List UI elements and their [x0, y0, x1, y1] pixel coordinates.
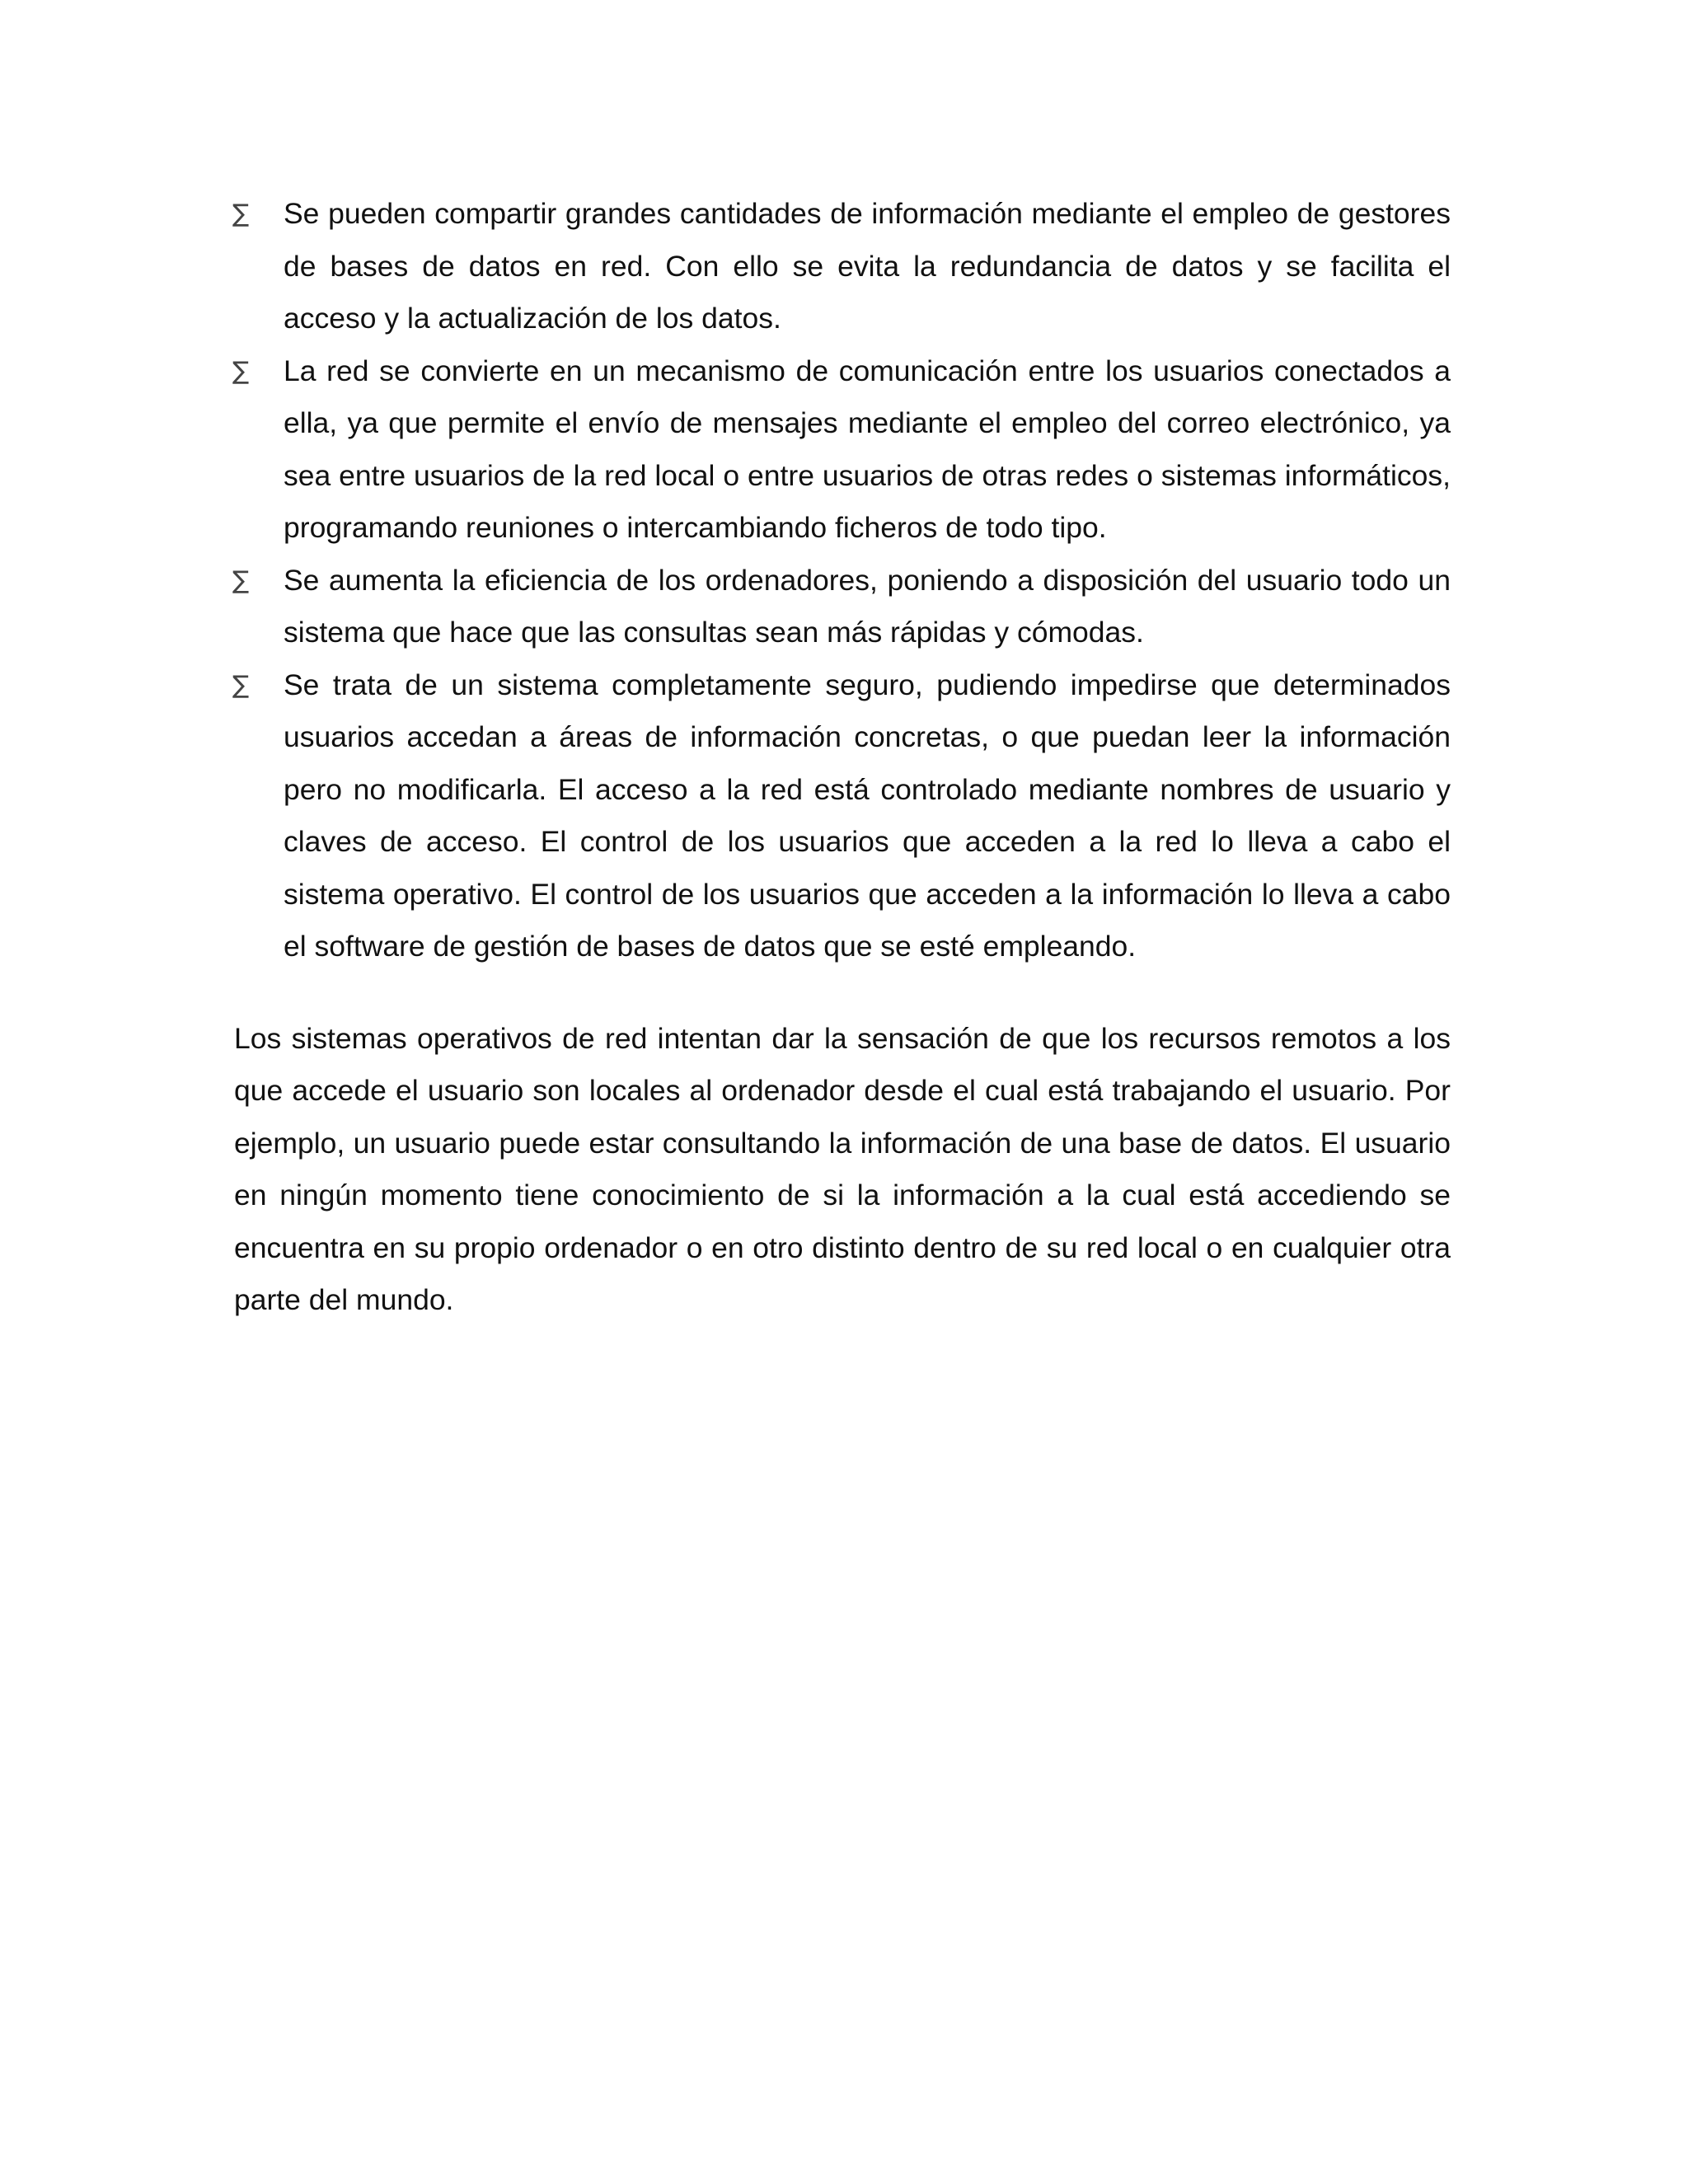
- list-item: [234, 659, 1451, 973]
- sigma-bullet-icon: ∑: [232, 199, 250, 228]
- list-item-text: Se pueden compartir grandes cantidades de información mediante el empleo de gestores de bases de datos en red. Con ello se evita la redundancia de datos y se facilita el acceso y la actualización de los datos.: [284, 197, 1451, 335]
- body-paragraph: Los sistemas operativos de red intentan dar la sensación de que los recursos remotos a los que accede el usuario son locales al ordenador desde el cual está trabajando el usuario. Por ejemplo, un usuario puede estar consultando la información de una base de datos. El usuario en ningún momento tiene conocimiento de si la información a la cual está accediendo se encuentra en su propio ordenador o en otro distinto dentro de su red local o en cualquier otra parte del mundo.: [234, 1021, 1451, 1316]
- sigma-bullet-icon: ∑: [232, 565, 250, 595]
- list-item: [234, 188, 1451, 345]
- sigma-bullet-icon: ∑: [232, 670, 250, 700]
- list-item: [234, 555, 1451, 659]
- list-item-text: Se aumenta la eficiencia de los ordenadores, poniendo a disposición del usuario todo un sistema que hace que las consultas sean más rápidas y cómodas.: [284, 563, 1451, 649]
- list-item-text: Se trata de un sistema completamente seguro, pudiendo impedirse que determinados usuarios accedan a áreas de información concretas, o que puedan leer la información pero no modificarla. El acceso a la red está controlado mediante nombres de usuario y claves de acceso. El control de los usuarios que acceden a la red lo lleva a cabo el sistema operativo. El control de los usuarios que acceden a la información lo lleva a cabo el software de gestión de bases de datos que se esté empleando.: [284, 668, 1451, 963]
- sigma-bullet-icon: ∑: [232, 356, 250, 386]
- bullet-list: [234, 188, 1451, 973]
- list-item-text: La red se convierte en un mecanismo de comunicación entre los usuarios conectados a ella, ya que permite el envío de mensajes mediante el empleo del correo electrónico, ya sea entre usuarios de la red local o entre usuarios de otras redes o sistemas informáticos, programando reuniones o intercambiando ficheros de todo tipo.: [284, 354, 1451, 544]
- list-item: [234, 345, 1451, 555]
- document-body: [234, 188, 1451, 1327]
